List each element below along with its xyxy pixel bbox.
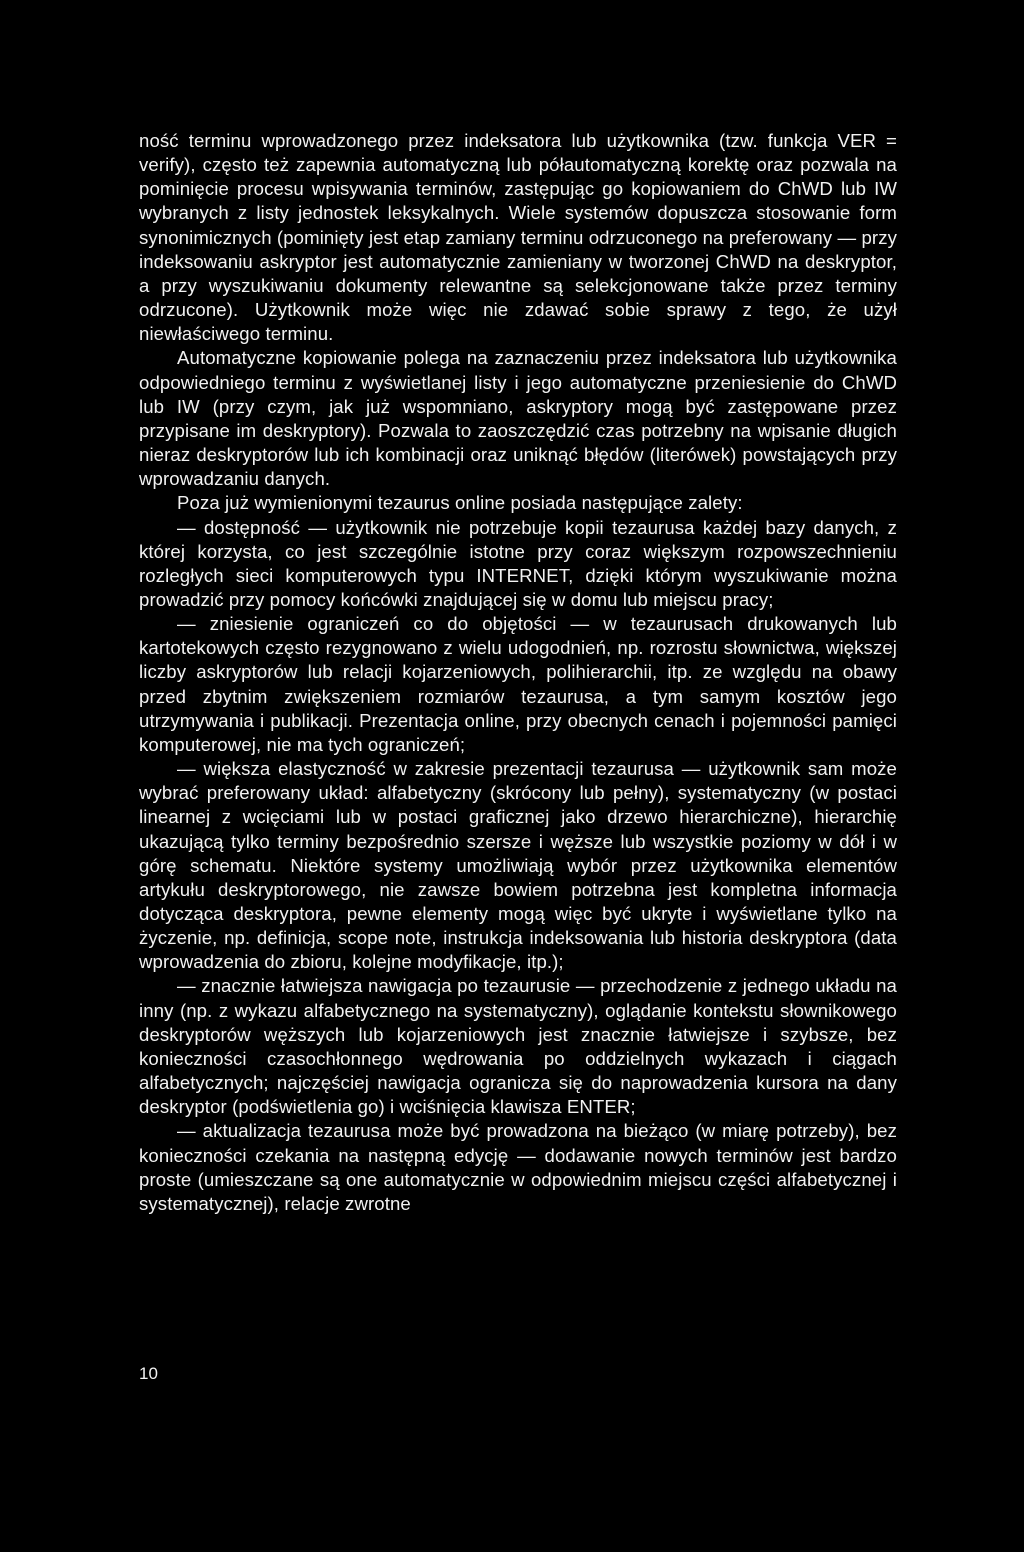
list-item-volume-limits: — zniesienie ograniczeń co do objętości — w tezaurusach drukowanych lub kartotekowych często rezygnowano z wielu udogodnień, np. rozrostu słownictwa, większej liczby askryptorów lub relacji kojarzeniowych, polihierarchii, itp. ze względu na obawy przed zbytnim zwiększeniem rozmiarów tezaurusa, a tym samym kosztów jego utrzymywania i publikacji. Prezentacja online, przy obecnych cenach i pojemności pamięci komputerowej, nie ma tych ograniczeń; bbox=[139, 613, 897, 755]
list-item-update: — aktualizacja tezaurusa może być prowadzona na bieżąco (w miarę potrzeby), bez konieczności czekania na następną edycję — dodawanie nowych terminów jest bardzo proste (umieszczane są one automatycznie w odpowiednim miejscu części alfabetycznej i systematycznej), relacje zwrotne bbox=[139, 1120, 897, 1214]
page-number: 10 bbox=[139, 1364, 158, 1383]
paragraph-1: ność terminu wprowadzonego przez indeksatora lub użytkownika (tzw. funkcja VER = verify), często też zapewnia automatyczną lub półautomatyczną korektę oraz pozwala na pominięcie procesu wpisywania terminów, zastępując go kopiowaniem do ChWD lub IW wybranych z listy jednostek leksykalnych. Wiele systemów dopuszcza stosowanie form synonimicznych (pominięty jest etap zamiany terminu odrzuconego na preferowany — przy indeksowaniu askryptor jest automatycznie zamieniany w tworzonej ChWD na deskryptor, a przy wyszukiwaniu dokumenty relewantne są selekcjonowane także przez terminy odrzucone). Użytkownik może więc nie zdawać sobie sprawy z tego, że użył niewłaściwego terminu. bbox=[139, 130, 897, 345]
paragraph-2: Automatyczne kopiowanie polega na zaznaczeniu przez indeksatora lub użytkownika odpowiedniego terminu z wyświetlanej listy i jego automatyczne przeniesienie do ChWD lub IW (przy czym, jak już wspomniano, askryptory mogą być zastępowane przez przypisane im deskryptory). Pozwala to zaoszczędzić czas potrzebny na wpisanie długich nieraz deskryptorów lub ich kombinacji oraz uniknąć błędów (literówek) powstających przy wprowadzaniu danych. bbox=[139, 347, 897, 490]
list-item-navigation: — znacznie łatwiejsza nawigacja po tezaurusie — przechodzenie z jednego układu na inny (np. z wykazu alfabetycznego na systematyczny), oglądanie kontekstu słownikowego deskryptorów węższych lub kojarzeniowych jest znacznie łatwiejsze i szybsze, bez konieczności czasochłonnego wędrowania po oddzielnych wykazach i ciągach alfabetycznych; najczęściej nawigacja ogranicza się do naprowadzenia kursora na dany deskryptor (podświetlenia go) i wciśnięcia klawisza ENTER; bbox=[139, 975, 897, 1118]
body-text bbox=[139, 129, 897, 1216]
paragraph-3: Poza już wymienionymi tezaurus online posiada następujące zalety: bbox=[177, 492, 743, 514]
list-item-availability: — dostępność — użytkownik nie potrzebuje kopii tezaurusa każdej bazy danych, z której korzysta, co jest szczególnie istotne przy coraz większym rozpowszechnieniu rozległych sieci komputerowych typu INTERNET, dzięki którym wyszukiwanie można prowadzić przy pomocy końcówki znajdującej się w domu lub miejscu pracy; bbox=[139, 516, 897, 610]
list-item-flexibility: — większa elastyczność w zakresie prezentacji tezaurusa — użytkownik sam może wybrać preferowany układ: alfabetyczny (skrócony lub pełny), systematyczny (w postaci linearnej z wcięciami lub w postaci graficznej jako drzewo hierarchiczne), hierarchię ukazującą tylko terminy bezpośrednio szersze i węższe lub wszystkie poziomy w dół i w górę schematu. Niektóre systemy umożliwiają wybór przez użytkownika elementów artykułu deskryptorowego, nie zawsze bowiem potrzebna jest kompletna informacja dotycząca deskryptora, pewne elementy mogą więc być ukryte i wyświetlane tylko na życzenie, np. definicja, scope note, instrukcja indeksowania lub historia deskryptora (data wprowadzenia do zbioru, kolejne modyfikacje, itp.); bbox=[139, 758, 897, 973]
